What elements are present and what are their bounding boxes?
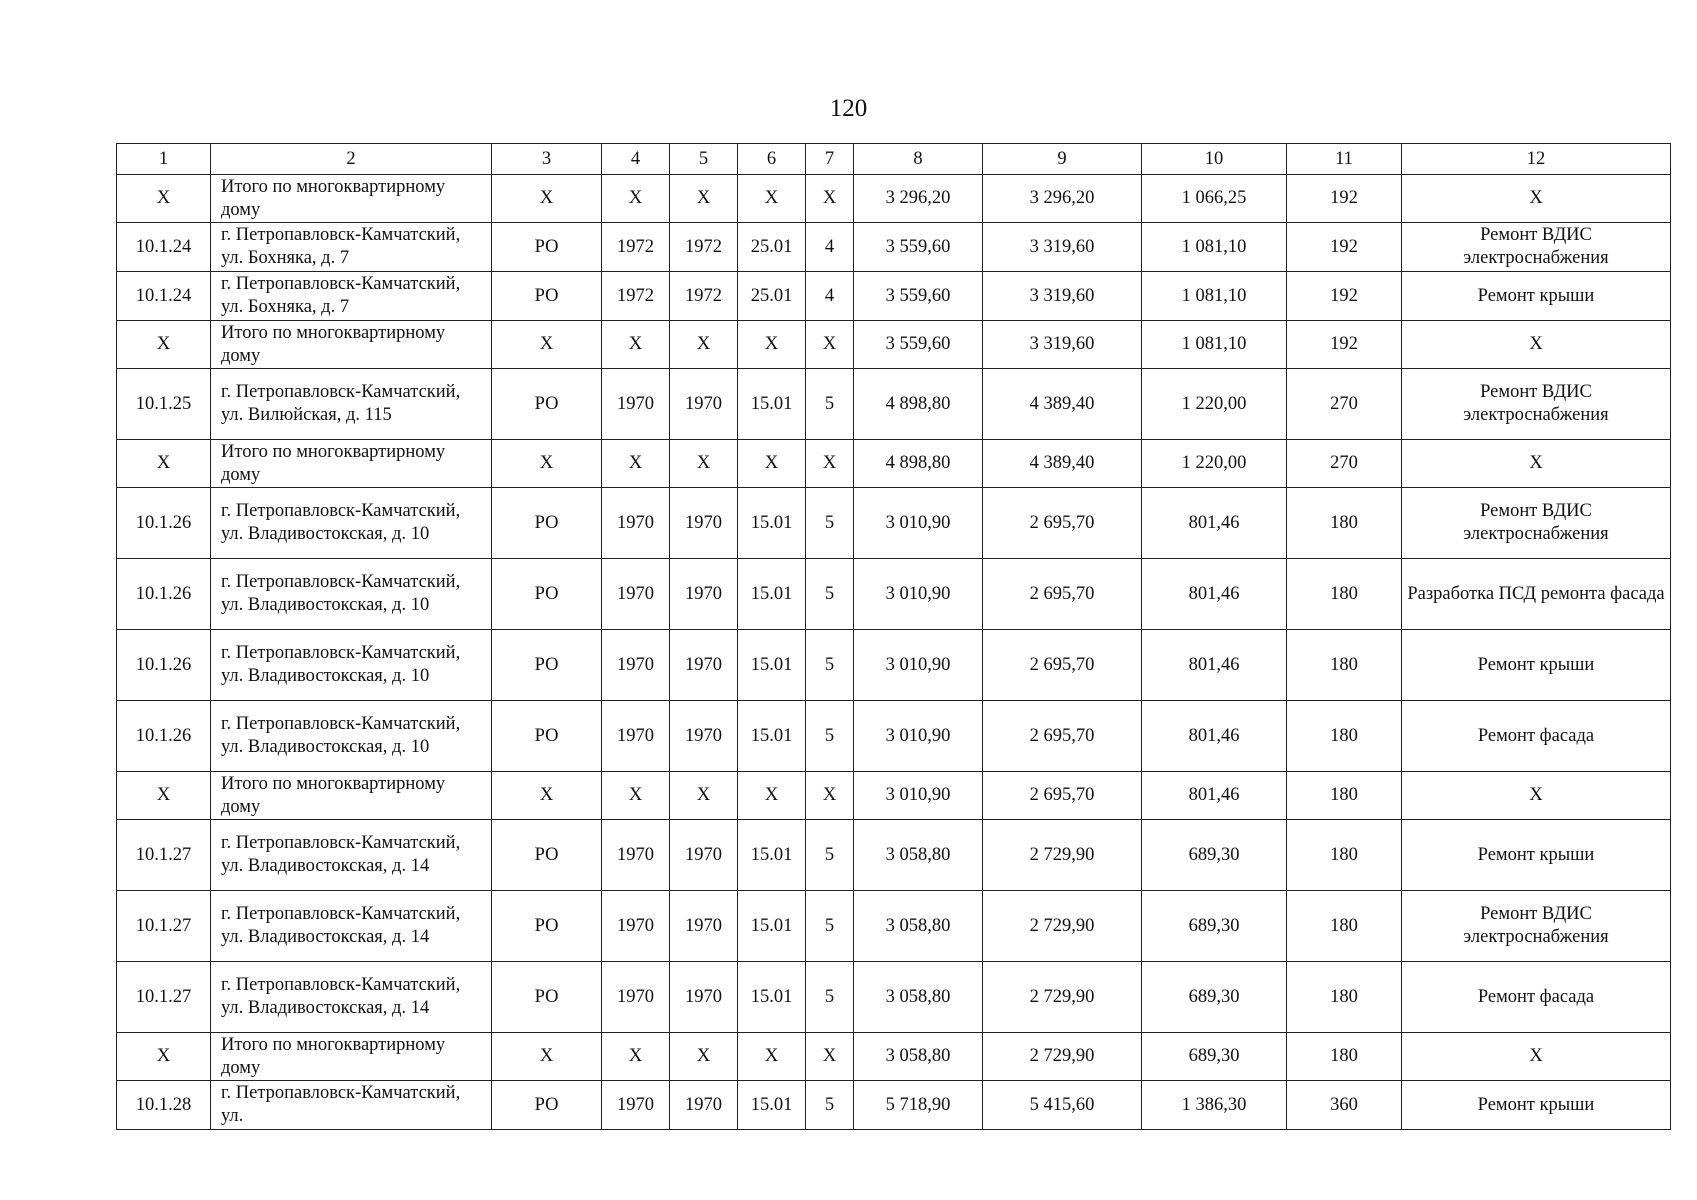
cell-address: г. Петропавловск-Камчатский, ул. Владивостокская, д. 14 xyxy=(211,820,492,891)
column-number-11: 11 xyxy=(1287,144,1402,175)
column-number-2: 2 xyxy=(211,144,492,175)
cell-year-built: 1970 xyxy=(602,559,670,630)
cell-id: 10.1.24 xyxy=(117,272,211,321)
cell-year-built: 1970 xyxy=(602,369,670,440)
cell-total-area: 3 559,60 xyxy=(854,321,983,369)
cell-wall-material: Х xyxy=(738,772,806,820)
cell-area-value: 689,30 xyxy=(1142,891,1287,962)
column-number-7: 7 xyxy=(806,144,854,175)
cell-total-area: 3 058,80 xyxy=(854,820,983,891)
cell-id: 10.1.27 xyxy=(117,820,211,891)
cell-wall-material: 15.01 xyxy=(738,962,806,1033)
cell-year-built: 1972 xyxy=(602,272,670,321)
cell-year-built: Х xyxy=(602,1033,670,1081)
table-row xyxy=(117,891,1671,962)
cell-living-area: 2 695,70 xyxy=(983,772,1142,820)
cell-method: РО xyxy=(492,891,602,962)
cell-address: г. Петропавловск-Камчатский, ул. Владивостокская, д. 10 xyxy=(211,701,492,772)
cell-wall-material: 15.01 xyxy=(738,701,806,772)
cell-area-value: 801,46 xyxy=(1142,559,1287,630)
cell-year-commissioned: Х xyxy=(670,175,738,223)
cell-year-commissioned: 1970 xyxy=(670,701,738,772)
cell-wall-material: 15.01 xyxy=(738,820,806,891)
cell-method: РО xyxy=(492,820,602,891)
cell-id: 10.1.24 xyxy=(117,223,211,272)
cell-work-type: Ремонт ВДИС электроснабжения xyxy=(1402,488,1671,559)
cell-work-type: Х xyxy=(1402,175,1671,223)
cell-id: 10.1.27 xyxy=(117,962,211,1033)
cell-area-value: 801,46 xyxy=(1142,701,1287,772)
cell-residents: 180 xyxy=(1287,630,1402,701)
table-row-subtotal xyxy=(117,321,1671,369)
cell-floors: 5 xyxy=(806,962,854,1033)
cell-residents: 180 xyxy=(1287,701,1402,772)
column-number-8: 8 xyxy=(854,144,983,175)
cell-residents: 360 xyxy=(1287,1081,1402,1130)
cell-wall-material: Х xyxy=(738,175,806,223)
column-number-6: 6 xyxy=(738,144,806,175)
cell-living-area: 5 415,60 xyxy=(983,1081,1142,1130)
cell-year-commissioned: 1970 xyxy=(670,820,738,891)
cell-method: РО xyxy=(492,223,602,272)
cell-total-area: 3 010,90 xyxy=(854,772,983,820)
cell-year-built: Х xyxy=(602,321,670,369)
cell-year-commissioned: Х xyxy=(670,772,738,820)
cell-method: РО xyxy=(492,701,602,772)
table-row xyxy=(117,1081,1671,1130)
cell-living-area: 2 695,70 xyxy=(983,701,1142,772)
cell-year-built: 1970 xyxy=(602,962,670,1033)
cell-living-area: 2 729,90 xyxy=(983,1033,1142,1081)
cell-year-commissioned: 1970 xyxy=(670,1081,738,1130)
cell-year-built: 1970 xyxy=(602,701,670,772)
cell-total-area: 3 058,80 xyxy=(854,1033,983,1081)
cell-work-type: Ремонт ВДИС электроснабжения xyxy=(1402,223,1671,272)
cell-residents: 192 xyxy=(1287,321,1402,369)
cell-residents: 180 xyxy=(1287,488,1402,559)
cell-year-commissioned: Х xyxy=(670,1033,738,1081)
cell-residents: 180 xyxy=(1287,559,1402,630)
cell-total-area: 5 718,90 xyxy=(854,1081,983,1130)
cell-total-area: 3 058,80 xyxy=(854,962,983,1033)
cell-year-commissioned: 1970 xyxy=(670,630,738,701)
cell-area-value: 1 220,00 xyxy=(1142,369,1287,440)
cell-work-type: Ремонт крыши xyxy=(1402,630,1671,701)
cell-address: г. Петропавловск-Камчатский, ул. xyxy=(211,1081,492,1130)
cell-address: Итого по многоквартирному дому xyxy=(211,772,492,820)
cell-total-area: 3 010,90 xyxy=(854,559,983,630)
cell-residents: 180 xyxy=(1287,962,1402,1033)
cell-year-built: 1970 xyxy=(602,488,670,559)
column-number-9: 9 xyxy=(983,144,1142,175)
table-row-subtotal xyxy=(117,772,1671,820)
cell-year-commissioned: 1970 xyxy=(670,559,738,630)
cell-work-type: Ремонт ВДИС электроснабжения xyxy=(1402,369,1671,440)
cell-wall-material: Х xyxy=(738,440,806,488)
cell-total-area: 3 296,20 xyxy=(854,175,983,223)
cell-residents: 192 xyxy=(1287,272,1402,321)
cell-address: Итого по многоквартирному дому xyxy=(211,175,492,223)
column-number-row xyxy=(117,144,1671,175)
cell-area-value: 689,30 xyxy=(1142,962,1287,1033)
cell-address: г. Петропавловск-Камчатский, ул. Владивостокская, д. 10 xyxy=(211,488,492,559)
cell-method: РО xyxy=(492,962,602,1033)
cell-address: г. Петропавловск-Камчатский, ул. Владивостокская, д. 10 xyxy=(211,559,492,630)
cell-address: Итого по многоквартирному дому xyxy=(211,440,492,488)
cell-living-area: 2 695,70 xyxy=(983,559,1142,630)
cell-work-type: Х xyxy=(1402,772,1671,820)
cell-residents: 180 xyxy=(1287,820,1402,891)
cell-year-built: 1970 xyxy=(602,1081,670,1130)
cell-living-area: 3 319,60 xyxy=(983,321,1142,369)
cell-living-area: 3 296,20 xyxy=(983,175,1142,223)
cell-living-area: 2 695,70 xyxy=(983,630,1142,701)
cell-method: Х xyxy=(492,321,602,369)
cell-floors: 4 xyxy=(806,272,854,321)
cell-floors: 5 xyxy=(806,891,854,962)
cell-floors: 5 xyxy=(806,369,854,440)
cell-residents: 270 xyxy=(1287,369,1402,440)
cell-area-value: 1 066,25 xyxy=(1142,175,1287,223)
cell-residents: 180 xyxy=(1287,891,1402,962)
cell-floors: 4 xyxy=(806,223,854,272)
cell-living-area: 2 695,70 xyxy=(983,488,1142,559)
cell-method: РО xyxy=(492,559,602,630)
table-row xyxy=(117,272,1671,321)
cell-area-value: 801,46 xyxy=(1142,772,1287,820)
cell-wall-material: 15.01 xyxy=(738,1081,806,1130)
cell-floors: 5 xyxy=(806,1081,854,1130)
cell-id: 10.1.25 xyxy=(117,369,211,440)
cell-residents: 180 xyxy=(1287,772,1402,820)
table-row-subtotal xyxy=(117,440,1671,488)
cell-area-value: 1 220,00 xyxy=(1142,440,1287,488)
cell-address: г. Петропавловск-Камчатский, ул. Владивостокская, д. 14 xyxy=(211,891,492,962)
cell-year-commissioned: Х xyxy=(670,321,738,369)
column-number-10: 10 xyxy=(1142,144,1287,175)
cell-wall-material: 15.01 xyxy=(738,891,806,962)
cell-year-commissioned: 1970 xyxy=(670,891,738,962)
cell-living-area: 4 389,40 xyxy=(983,369,1142,440)
cell-living-area: 3 319,60 xyxy=(983,272,1142,321)
cell-residents: 192 xyxy=(1287,175,1402,223)
cell-total-area: 3 010,90 xyxy=(854,488,983,559)
cell-year-built: Х xyxy=(602,440,670,488)
cell-address: г. Петропавловск-Камчатский, ул. Владивостокская, д. 10 xyxy=(211,630,492,701)
cell-wall-material: 15.01 xyxy=(738,369,806,440)
cell-year-commissioned: 1970 xyxy=(670,488,738,559)
column-number-3: 3 xyxy=(492,144,602,175)
cell-method: РО xyxy=(492,1081,602,1130)
cell-work-type: Х xyxy=(1402,440,1671,488)
table-row xyxy=(117,701,1671,772)
cell-year-built: 1970 xyxy=(602,820,670,891)
cell-address: г. Петропавловск-Камчатский, ул. Владивостокская, д. 14 xyxy=(211,962,492,1033)
cell-year-built: 1970 xyxy=(602,891,670,962)
cell-method: Х xyxy=(492,175,602,223)
cell-method: Х xyxy=(492,772,602,820)
cell-id: Х xyxy=(117,321,211,369)
column-number-12: 12 xyxy=(1402,144,1671,175)
cell-year-commissioned: 1970 xyxy=(670,369,738,440)
cell-residents: 270 xyxy=(1287,440,1402,488)
cell-area-value: 801,46 xyxy=(1142,630,1287,701)
cell-residents: 180 xyxy=(1287,1033,1402,1081)
cell-year-commissioned: 1972 xyxy=(670,223,738,272)
cell-year-built: Х xyxy=(602,175,670,223)
cell-method: Х xyxy=(492,1033,602,1081)
cell-floors: 5 xyxy=(806,820,854,891)
table-row xyxy=(117,630,1671,701)
cell-total-area: 3 010,90 xyxy=(854,701,983,772)
cell-id: 10.1.27 xyxy=(117,891,211,962)
cell-floors: 5 xyxy=(806,701,854,772)
cell-year-commissioned: 1972 xyxy=(670,272,738,321)
cell-year-commissioned: 1970 xyxy=(670,962,738,1033)
cell-area-value: 1 081,10 xyxy=(1142,223,1287,272)
cell-id: 10.1.26 xyxy=(117,701,211,772)
cell-id: 10.1.26 xyxy=(117,488,211,559)
cell-floors: 5 xyxy=(806,559,854,630)
cell-id: 10.1.26 xyxy=(117,559,211,630)
cell-work-type: Ремонт ВДИС электроснабжения xyxy=(1402,891,1671,962)
cell-floors: Х xyxy=(806,440,854,488)
cell-floors: Х xyxy=(806,1033,854,1081)
cell-address: Итого по многоквартирному дому xyxy=(211,1033,492,1081)
cell-id: Х xyxy=(117,772,211,820)
cell-work-type: Ремонт фасада xyxy=(1402,962,1671,1033)
cell-work-type: Х xyxy=(1402,321,1671,369)
table-row-subtotal xyxy=(117,175,1671,223)
cell-work-type: Ремонт крыши xyxy=(1402,272,1671,321)
cell-area-value: 1 386,30 xyxy=(1142,1081,1287,1130)
page-number: 120 xyxy=(829,95,868,122)
cell-work-type: Ремонт крыши xyxy=(1402,1081,1671,1130)
cell-year-built: 1972 xyxy=(602,223,670,272)
column-number-4: 4 xyxy=(602,144,670,175)
cell-floors: 5 xyxy=(806,630,854,701)
cell-area-value: 801,46 xyxy=(1142,488,1287,559)
cell-wall-material: 15.01 xyxy=(738,559,806,630)
table-row xyxy=(117,223,1671,272)
cell-area-value: 689,30 xyxy=(1142,820,1287,891)
table-row-subtotal xyxy=(117,1033,1671,1081)
cell-total-area: 3 010,90 xyxy=(854,630,983,701)
cell-work-type: Разработка ПСД ремонта фасада xyxy=(1402,559,1671,630)
cell-method: РО xyxy=(492,272,602,321)
cell-area-value: 1 081,10 xyxy=(1142,321,1287,369)
cell-method: РО xyxy=(492,488,602,559)
table-row xyxy=(117,488,1671,559)
cell-total-area: 3 559,60 xyxy=(854,272,983,321)
cell-method: РО xyxy=(492,369,602,440)
cell-wall-material: 25.01 xyxy=(738,223,806,272)
cell-id: Х xyxy=(117,440,211,488)
cell-area-value: 689,30 xyxy=(1142,1033,1287,1081)
cell-work-type: Х xyxy=(1402,1033,1671,1081)
cell-area-value: 1 081,10 xyxy=(1142,272,1287,321)
cell-floors: Х xyxy=(806,772,854,820)
cell-work-type: Ремонт крыши xyxy=(1402,820,1671,891)
capital-repair-table xyxy=(116,143,1671,1130)
cell-id: Х xyxy=(117,175,211,223)
column-number-1: 1 xyxy=(117,144,211,175)
cell-floors: 5 xyxy=(806,488,854,559)
table-row xyxy=(117,962,1671,1033)
cell-total-area: 4 898,80 xyxy=(854,440,983,488)
cell-work-type: Ремонт фасада xyxy=(1402,701,1671,772)
cell-id: 10.1.26 xyxy=(117,630,211,701)
cell-year-built: 1970 xyxy=(602,630,670,701)
cell-method: Х xyxy=(492,440,602,488)
table-row xyxy=(117,820,1671,891)
cell-wall-material: Х xyxy=(738,321,806,369)
cell-floors: Х xyxy=(806,321,854,369)
cell-address: г. Петропавловск-Камчатский, ул. Бохняка, д. 7 xyxy=(211,272,492,321)
table-row xyxy=(117,369,1671,440)
cell-total-area: 3 559,60 xyxy=(854,223,983,272)
table-row xyxy=(117,559,1671,630)
cell-address: Итого по многоквартирному дому xyxy=(211,321,492,369)
cell-year-commissioned: Х xyxy=(670,440,738,488)
cell-living-area: 2 729,90 xyxy=(983,891,1142,962)
cell-address: г. Петропавловск-Камчатский, ул. Вилюйская, д. 115 xyxy=(211,369,492,440)
cell-living-area: 3 319,60 xyxy=(983,223,1142,272)
column-number-5: 5 xyxy=(670,144,738,175)
cell-id: 10.1.28 xyxy=(117,1081,211,1130)
cell-year-built: Х xyxy=(602,772,670,820)
cell-living-area: 2 729,90 xyxy=(983,962,1142,1033)
cell-residents: 192 xyxy=(1287,223,1402,272)
cell-floors: Х xyxy=(806,175,854,223)
cell-living-area: 2 729,90 xyxy=(983,820,1142,891)
cell-wall-material: Х xyxy=(738,1033,806,1081)
cell-total-area: 4 898,80 xyxy=(854,369,983,440)
cell-wall-material: 15.01 xyxy=(738,630,806,701)
cell-total-area: 3 058,80 xyxy=(854,891,983,962)
cell-method: РО xyxy=(492,630,602,701)
cell-wall-material: 25.01 xyxy=(738,272,806,321)
cell-id: Х xyxy=(117,1033,211,1081)
cell-wall-material: 15.01 xyxy=(738,488,806,559)
cell-living-area: 4 389,40 xyxy=(983,440,1142,488)
cell-address: г. Петропавловск-Камчатский, ул. Бохняка, д. 7 xyxy=(211,223,492,272)
